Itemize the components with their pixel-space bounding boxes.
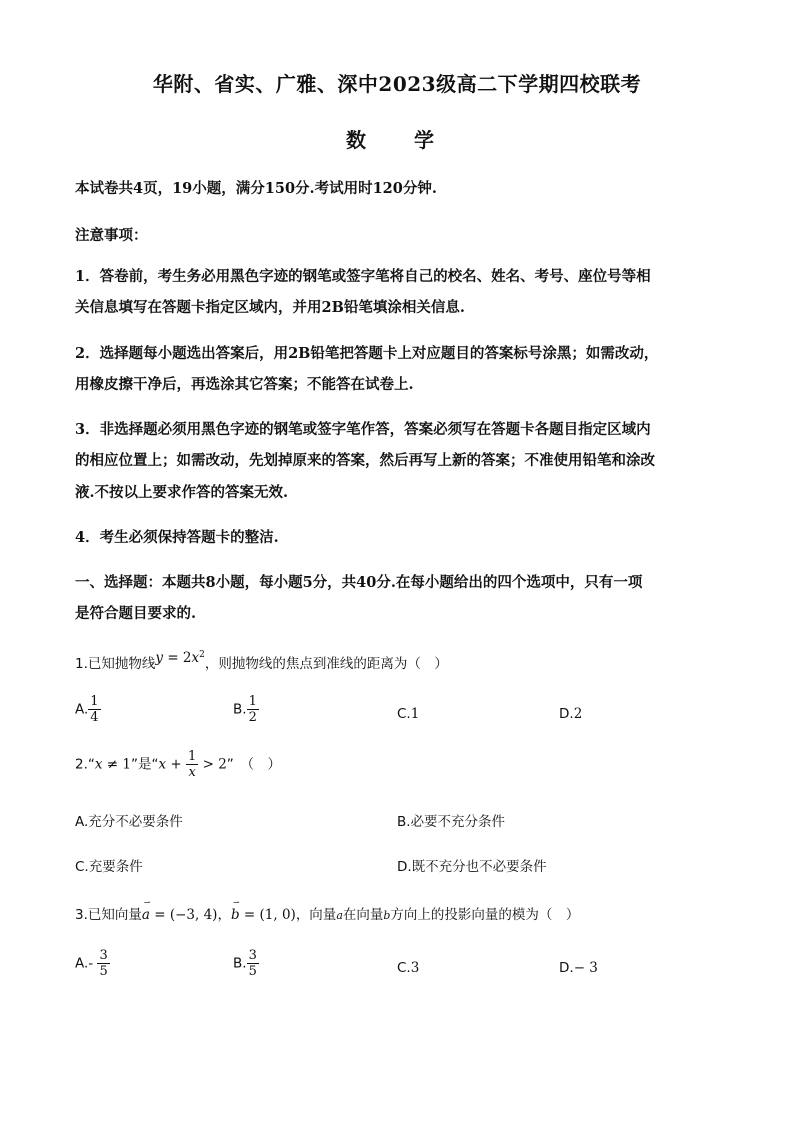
exam-summary: 本试卷共4页，19小题，满分150分.考试用时120分钟. bbox=[75, 180, 437, 197]
option-text: 充分不必要条件 bbox=[88, 814, 183, 830]
fraction-numerator: 3 bbox=[248, 948, 257, 963]
q1-option-a[interactable] bbox=[75, 694, 101, 725]
question-3-prefix: 3.已知向量 bbox=[75, 907, 142, 923]
q1-formula-y: y bbox=[155, 650, 164, 666]
option-sign: - bbox=[88, 955, 94, 972]
q2-cond2-plus: + bbox=[166, 756, 187, 773]
q1-formula-x: x bbox=[191, 650, 200, 666]
fraction-denominator: x bbox=[188, 765, 196, 780]
note-2-line-2: 用橡皮擦干净后，再选涂其它答案；不能答在试卷上. bbox=[75, 376, 414, 393]
question-2-mid: ”是“ bbox=[130, 756, 159, 773]
exam-title: 华附、省实、广雅、深中2023级高二下学期四校联考 bbox=[152, 72, 642, 96]
q2-option-b[interactable] bbox=[397, 810, 505, 830]
question-2-prefix: 2.“ bbox=[75, 756, 95, 773]
option-label: C. bbox=[75, 859, 89, 875]
q3-comma: ， bbox=[217, 907, 231, 923]
option-label: B. bbox=[233, 701, 247, 718]
fraction-numerator: 1 bbox=[90, 694, 99, 709]
note-2-line-1: 2．选择题每小题选出答案后，用2B铅笔把答题卡上对应题目的答案标号涂黑；如需改动， bbox=[75, 345, 659, 362]
question-2-suffix: ” （ ） bbox=[226, 756, 282, 773]
note-3-line-1: 3．非选择题必须用黑色字迹的钢笔或签字笔作答，答案必须写在答题卡各题目指定区域内 bbox=[75, 421, 651, 438]
q3-vector-a-ref: a bbox=[336, 909, 343, 922]
option-label: A. bbox=[75, 955, 89, 972]
section-heading-line-2: 是符合题目要求的. bbox=[75, 605, 197, 622]
q1-option-c[interactable] bbox=[397, 706, 419, 722]
q1-option-b[interactable] bbox=[233, 694, 259, 725]
q3-option-d[interactable] bbox=[559, 960, 598, 976]
option-value: 2 bbox=[573, 706, 583, 722]
option-label: C. bbox=[397, 960, 411, 976]
fraction-numerator: 1 bbox=[248, 694, 257, 709]
q3-option-c[interactable] bbox=[397, 960, 419, 976]
option-label: B. bbox=[233, 955, 247, 972]
option-value: − 3 bbox=[573, 960, 598, 976]
option-label: A. bbox=[75, 701, 89, 718]
option-text: 必要不充分条件 bbox=[410, 814, 506, 830]
option-label: D. bbox=[559, 706, 574, 722]
question-2 bbox=[75, 749, 281, 780]
q2-cond1-rest: ≠ 1 bbox=[102, 756, 131, 773]
question-3: 3.已知向量 ⇀ a = (−3, 4)， ⇀ b = (1, 0)，向量a在向量b方向上的投影向量的模为（ ） bbox=[75, 898, 580, 923]
q2-option-d[interactable] bbox=[397, 855, 547, 875]
q3-vector-b-value: = (1, 0) bbox=[239, 907, 296, 923]
note-3-line-3: 液.不按以上要求作答的答案无效. bbox=[75, 484, 289, 501]
q2-cond1-x: x bbox=[94, 756, 103, 773]
fraction-numerator: 3 bbox=[99, 948, 108, 963]
option-text: 充要条件 bbox=[88, 859, 143, 875]
q3-option-b[interactable] bbox=[233, 948, 259, 979]
q3-vector-a: a bbox=[141, 907, 150, 923]
q2-cond2-rest: > 2 bbox=[198, 756, 227, 773]
fraction-denominator: 2 bbox=[248, 710, 257, 725]
option-value: 1 bbox=[410, 706, 420, 722]
option-label: D. bbox=[397, 859, 412, 875]
exam-subject: 数 学 bbox=[346, 128, 448, 152]
note-1-line-1: 1．答卷前，考生务必用黑色字迹的钢笔或签字笔将自己的校名、姓名、考号、座位号等相 bbox=[75, 268, 651, 285]
section-heading-line-1: 一、选择题：本题共8小题，每小题5分，共40分.在每小题给出的四个选项中，只有一项 bbox=[75, 574, 643, 591]
notice-heading: 注意事项： bbox=[75, 227, 148, 244]
q3-mid2: 在向量 bbox=[342, 907, 384, 923]
q2-option-a[interactable] bbox=[75, 810, 183, 830]
option-text: 既不充分也不必要条件 bbox=[411, 859, 547, 875]
q3-vector-a-value: = (−3, 4) bbox=[149, 907, 218, 923]
option-label: A. bbox=[75, 814, 89, 830]
question-1 bbox=[75, 649, 448, 672]
question-1-prefix: 1.已知抛物线 bbox=[75, 656, 156, 672]
q3-option-a[interactable] bbox=[75, 948, 110, 979]
option-label: C. bbox=[397, 706, 411, 722]
option-label: D. bbox=[559, 960, 574, 976]
note-3-line-2: 的相应位置上；如需改动，先划掉原来的答案，然后再写上新的答案；不准使用铅笔和涂改 bbox=[75, 452, 655, 469]
fraction-denominator: 5 bbox=[248, 964, 257, 979]
option-value: 3 bbox=[410, 960, 420, 976]
note-4-line-1: 4．考生必须保持答题卡的整洁. bbox=[75, 529, 279, 546]
q1-option-d[interactable] bbox=[559, 706, 582, 722]
fraction-numerator: 1 bbox=[188, 749, 197, 764]
question-3-suffix: 方向上的投影向量的模为（ ） bbox=[390, 907, 580, 923]
q2-option-c[interactable] bbox=[75, 855, 143, 875]
q3-vector-b: b bbox=[230, 907, 240, 923]
q1-formula-eq: = 2 bbox=[163, 650, 192, 666]
q1-formula-exp: 2 bbox=[199, 649, 205, 660]
question-1-suffix: ，则抛物线的焦点到准线的距离为（ ） bbox=[204, 656, 448, 672]
q3-mid: ，向量 bbox=[295, 907, 337, 923]
q2-cond2-x: x bbox=[158, 756, 167, 773]
option-label: B. bbox=[397, 814, 411, 830]
q3-vector-b-ref: b bbox=[383, 909, 391, 922]
fraction-denominator: 4 bbox=[90, 710, 99, 725]
note-1-line-2: 关信息填写在答题卡指定区域内，并用2B铅笔填涂相关信息. bbox=[75, 299, 465, 316]
fraction-denominator: 5 bbox=[99, 964, 108, 979]
